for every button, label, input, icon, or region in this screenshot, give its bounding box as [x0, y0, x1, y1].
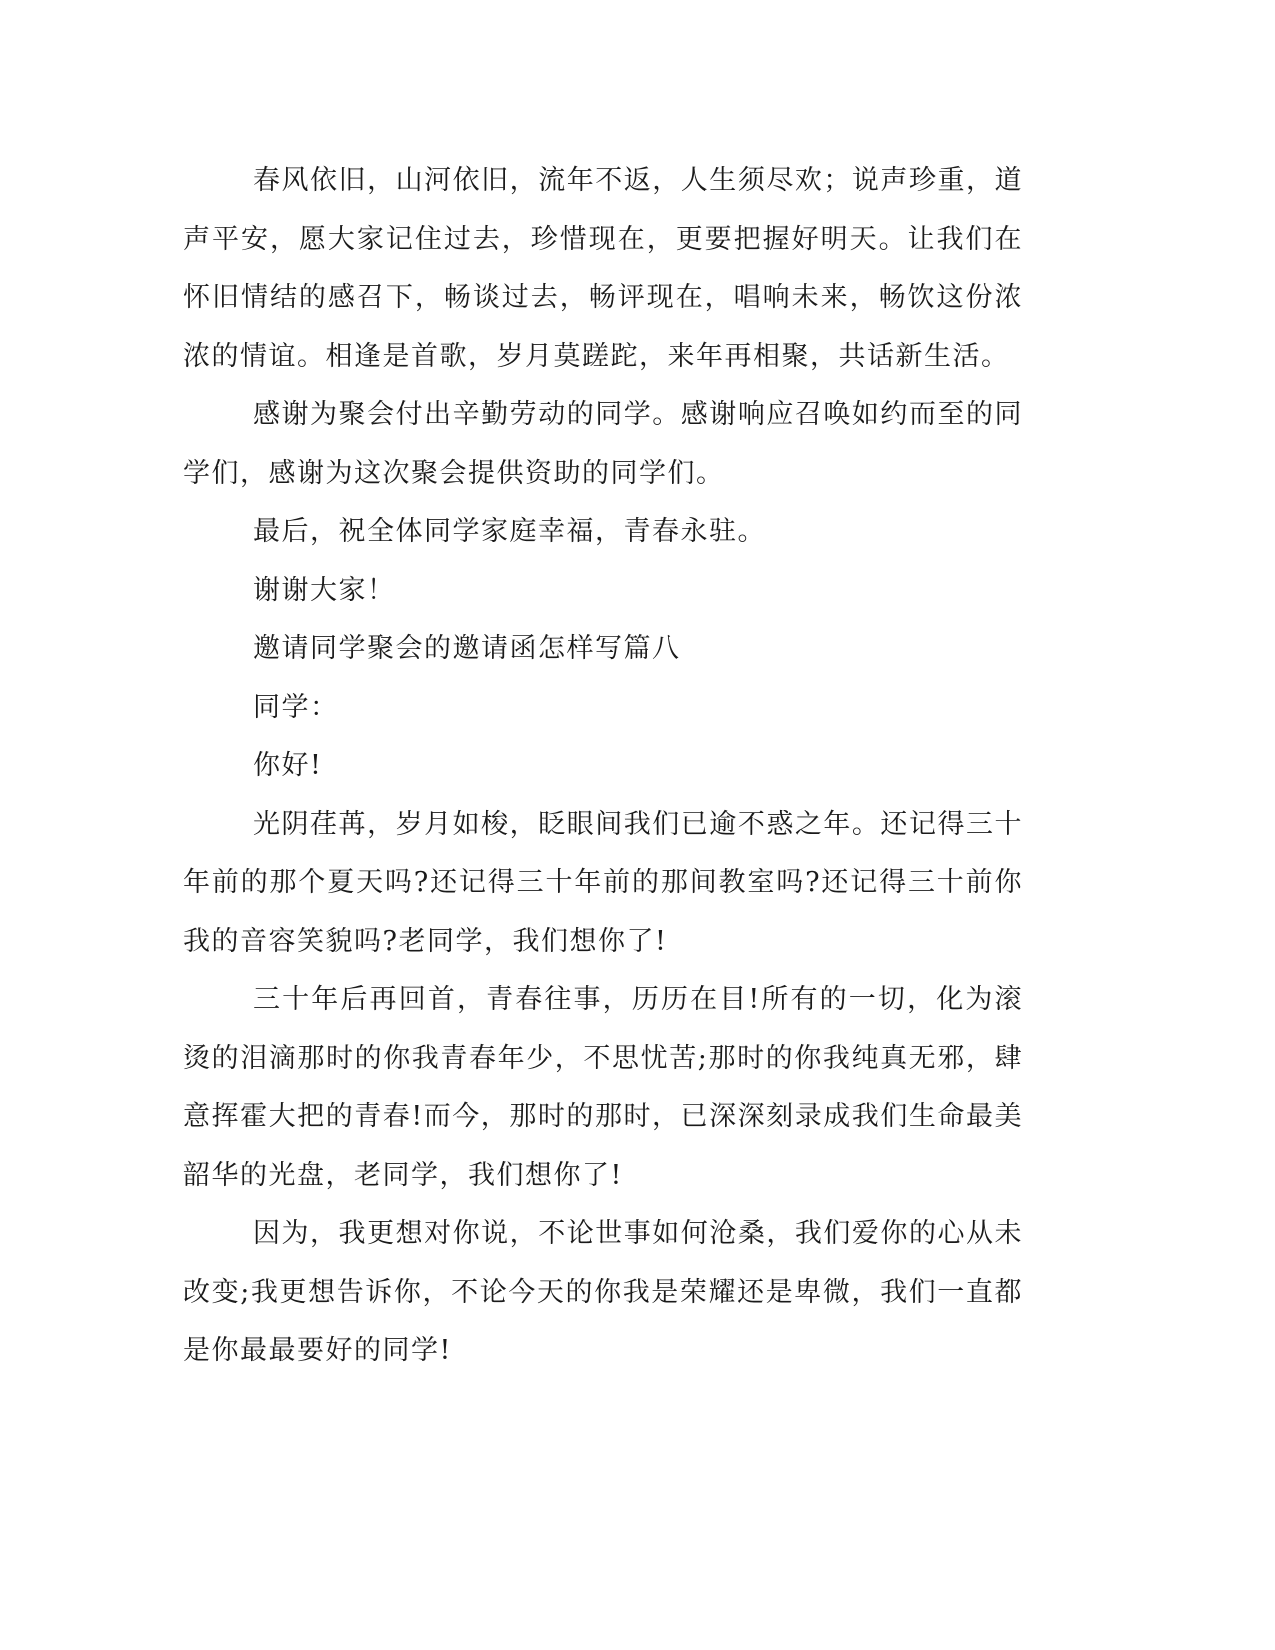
paragraph-closing-wishes: 春风依旧，山河依旧，流年不返，人生须尽欢；说声珍重，道声平安，愿大家记住过去，珍惜现在，更要把握好明天。让我们在怀旧情结的感召下，畅谈过去，畅评现在，唱响未来，畅饮这份浓浓的情谊。相逢是首歌，岁月莫蹉跎，来年再相聚，共话新生活。 — [183, 165, 1023, 372]
paragraph-friendship: 因为，我更想对你说，不论世事如何沧桑，我们爱你的心从未改变;我更想告诉你，不论今天的你我是荣耀还是卑微，我们一直都是你最最要好的同学! — [183, 1218, 1023, 1366]
paragraph-thank-you: 谢谢大家！ — [253, 574, 396, 606]
paragraph-looking-back: 三十年后再回首，青春往事，历历在目!所有的一切，化为滚烫的泪滴那时的你我青春年少，不思忧苦;那时的你我纯真无邪，肆意挥霍大把的青春!而今，那时的那时，已深深刻录成我们生命最美韶华的光盘，老同学，我们想你了! — [183, 984, 1023, 1191]
document-body — [183, 152, 1023, 1381]
paragraph-final-blessing: 最后，祝全体同学家庭幸福，青春永驻。 — [253, 516, 766, 547]
paragraph-thanks: 感谢为聚会付出辛勤劳动的同学。感谢响应召唤如约而至的同学们，感谢为这次聚会提供资助的同学们。 — [183, 399, 1023, 489]
greeting: 你好! — [253, 750, 323, 781]
salutation: 同学： — [253, 691, 339, 723]
paragraph-memories: 光阴荏苒，岁月如梭，眨眼间我们已逾不惑之年。还记得三十年前的那个夏天吗?还记得三十年前的那间教室吗?还记得三十前你我的音容笑貌吗?老同学，我们想你了! — [183, 808, 1023, 957]
section-heading: 邀请同学聚会的邀请函怎样写篇八 — [253, 633, 681, 664]
